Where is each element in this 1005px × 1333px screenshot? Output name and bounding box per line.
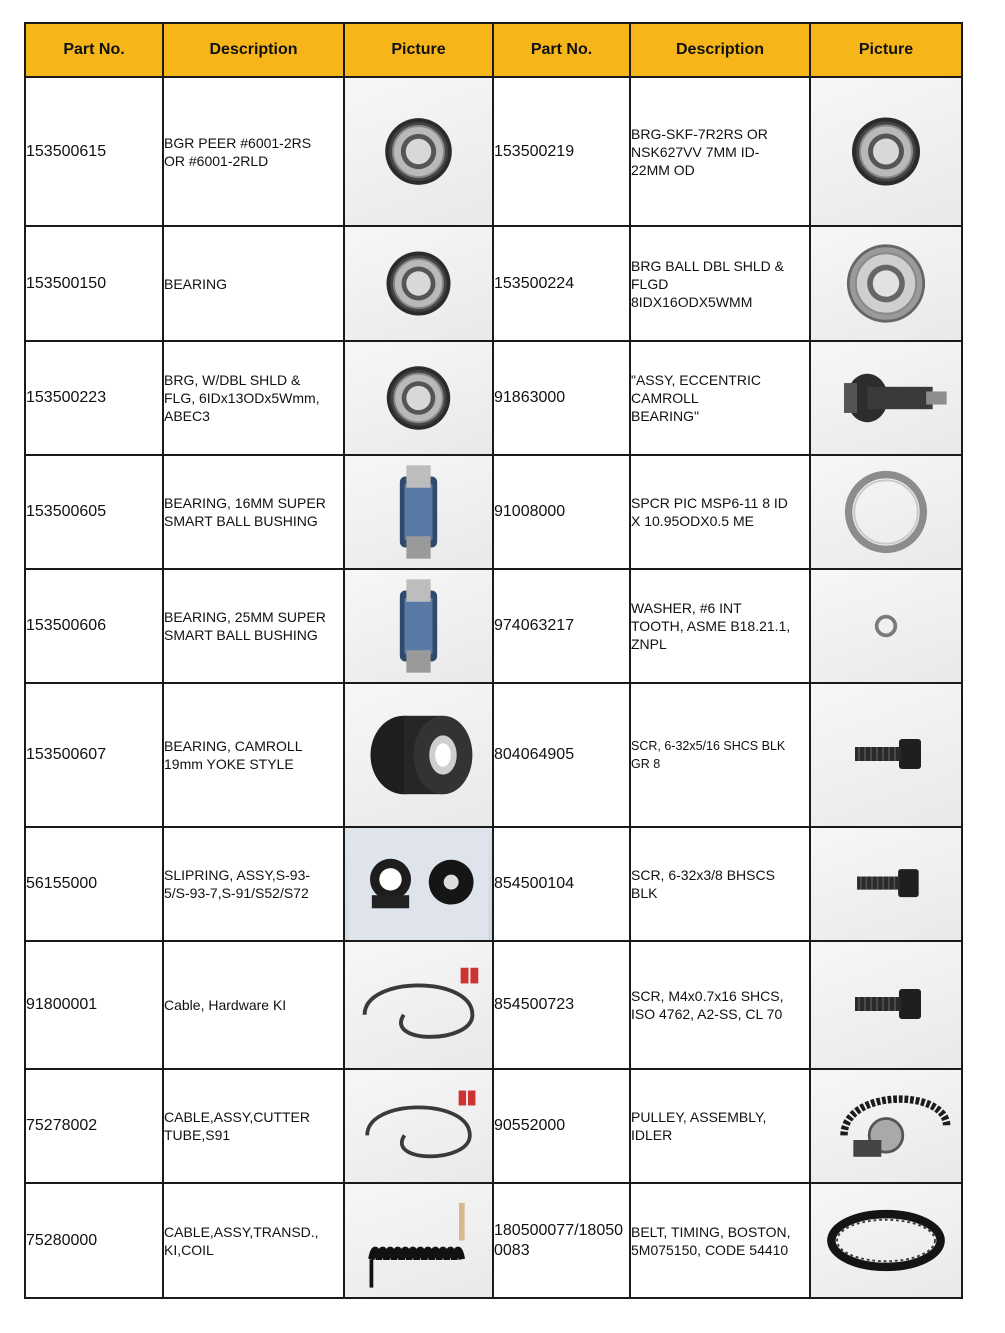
part-number: 56155000 (25, 827, 163, 941)
screw-photo (811, 828, 961, 940)
description-text: BEARING, 16MM SUPER SMART BALL BUSHING (164, 495, 326, 529)
picture-cell (810, 1069, 962, 1183)
table-row (25, 455, 962, 569)
part-number: 153500605 (25, 455, 163, 569)
part-number: 180500077/180500083 (493, 1183, 630, 1298)
picture-cell (810, 77, 962, 226)
picture-cell (810, 569, 962, 683)
spacer-ring-photo (811, 456, 961, 568)
description (163, 941, 344, 1069)
description (630, 1069, 810, 1183)
description-text: SCR, 6-32x3/8 BHSCS BLK (631, 867, 775, 901)
description (163, 827, 344, 941)
description-text: CABLE,ASSY,CUTTER TUBE,S91 (164, 1109, 311, 1143)
description (630, 1183, 810, 1298)
table-row (25, 226, 962, 341)
table-row (25, 683, 962, 827)
description (630, 941, 810, 1069)
part-number: 153500606 (25, 569, 163, 683)
bearing-photo (811, 78, 961, 225)
description (630, 683, 810, 827)
description (163, 683, 344, 827)
description-text: CABLE,ASSY,TRANSD., KI,COIL (164, 1223, 319, 1258)
description-text: BELT, TIMING, BOSTON, 5M075150, CODE 54410 (631, 1223, 791, 1258)
header-row (25, 23, 962, 77)
description (163, 1069, 344, 1183)
description-text: Cable, Hardware KI (164, 997, 287, 1013)
screw-photo (811, 942, 961, 1068)
picture-cell (344, 827, 493, 941)
timing-belt-photo (811, 1184, 961, 1297)
part-number: 153500607 (25, 683, 163, 827)
part-number: 91008000 (493, 455, 630, 569)
camroll-photo (345, 684, 492, 826)
part-number: 854500723 (493, 941, 630, 1069)
part-number: 153500219 (493, 77, 630, 226)
picture-cell (810, 827, 962, 941)
picture-cell (344, 226, 493, 341)
header-picture: Picture (810, 23, 962, 77)
parts-table (24, 22, 963, 1299)
header-part-no: Part No. (25, 23, 163, 77)
description-text: SPCR PIC MSP6-11 8 ID X 10.95ODX0.5 ME (631, 495, 788, 529)
description-text: WASHER, #6 INT TOOTH, ASME B18.21.1, ZNPL (631, 600, 791, 652)
description (163, 77, 344, 226)
table-row (25, 341, 962, 455)
picture-cell (344, 683, 493, 827)
part-number: 153500223 (25, 341, 163, 455)
picture-cell (344, 1069, 493, 1183)
part-number: 974063217 (493, 569, 630, 683)
header-part-no: Part No. (493, 23, 630, 77)
camroll-shaft-photo (811, 342, 961, 454)
picture-cell (344, 1183, 493, 1298)
table-row (25, 569, 962, 683)
part-number: 75278002 (25, 1069, 163, 1183)
description (163, 1183, 344, 1298)
description-text: BGR PEER #6001-2RS OR #6001-2RLD (164, 134, 312, 169)
description (163, 226, 344, 341)
picture-cell (810, 1183, 962, 1298)
description-text: PULLEY, ASSEMBLY, IDLER (631, 1109, 767, 1143)
part-number: 90552000 (493, 1069, 630, 1183)
table-row (25, 1069, 962, 1183)
description (630, 226, 810, 341)
description-text: BEARING (164, 275, 228, 292)
part-number: 153500150 (25, 226, 163, 341)
picture-cell (344, 569, 493, 683)
header-description: Description (630, 23, 810, 77)
description-text: BEARING, CAMROLL 19mm YOKE STYLE (164, 738, 303, 772)
table-row (25, 77, 962, 226)
part-number: 75280000 (25, 1183, 163, 1298)
description (163, 569, 344, 683)
picture-cell (810, 683, 962, 827)
description-text: BRG-SKF-7R2RS OR NSK627VV 7MM ID- 22MM OD (631, 125, 768, 178)
header-picture: Picture (344, 23, 493, 77)
picture-cell (810, 941, 962, 1069)
table-row (25, 827, 962, 941)
description-text: BRG BALL DBL SHLD & FLGD 8IDX16ODX5WMM (631, 257, 785, 310)
washer-photo (811, 570, 961, 682)
ball-bushing-photo (345, 570, 492, 682)
part-number: 153500224 (493, 226, 630, 341)
description (630, 455, 810, 569)
picture-cell (810, 226, 962, 341)
part-number: 153500615 (25, 77, 163, 226)
part-number: 804064905 (493, 683, 630, 827)
description (630, 341, 810, 455)
ball-bushing-photo (345, 456, 492, 568)
header-description: Description (163, 23, 344, 77)
description-text: "ASSY, ECCENTRIC CAMROLL BEARING" (631, 372, 761, 424)
table-row (25, 1183, 962, 1298)
description-text: SLIPRING, ASSY,S-93- 5/S-93-7,S-91/S52/S72 (164, 867, 311, 901)
flanged-bearing-photo (811, 227, 961, 340)
picture-cell (344, 455, 493, 569)
part-number: 91863000 (493, 341, 630, 455)
picture-cell (810, 341, 962, 455)
picture-cell (810, 455, 962, 569)
cable-photo (345, 942, 492, 1068)
coil-cable-photo (345, 1184, 492, 1297)
part-number: 91800001 (25, 941, 163, 1069)
description (630, 77, 810, 226)
description (630, 827, 810, 941)
picture-cell (344, 341, 493, 455)
picture-cell (344, 77, 493, 226)
slipring-photo (345, 828, 492, 940)
description-text: BEARING, 25MM SUPER SMART BALL BUSHING (164, 609, 326, 643)
picture-cell (344, 941, 493, 1069)
screw-photo (811, 684, 961, 826)
description-text: BRG, W/DBL SHLD & FLG, 6IDx13ODx5Wmm, ABEC3 (164, 372, 320, 424)
bearing-photo (345, 78, 492, 225)
description-text: SCR, M4x0.7x16 SHCS, ISO 4762, A2-SS, CL 70 (631, 988, 784, 1022)
description (630, 569, 810, 683)
bearing-photo (345, 342, 492, 454)
pulley-photo (811, 1070, 961, 1182)
bearing-photo (345, 227, 492, 340)
description (163, 455, 344, 569)
description (163, 341, 344, 455)
part-number: 854500104 (493, 827, 630, 941)
table-row (25, 941, 962, 1069)
description-text: SCR, 6-32x5/16 SHCS BLK GR 8 (631, 739, 786, 771)
cable-photo (345, 1070, 492, 1182)
